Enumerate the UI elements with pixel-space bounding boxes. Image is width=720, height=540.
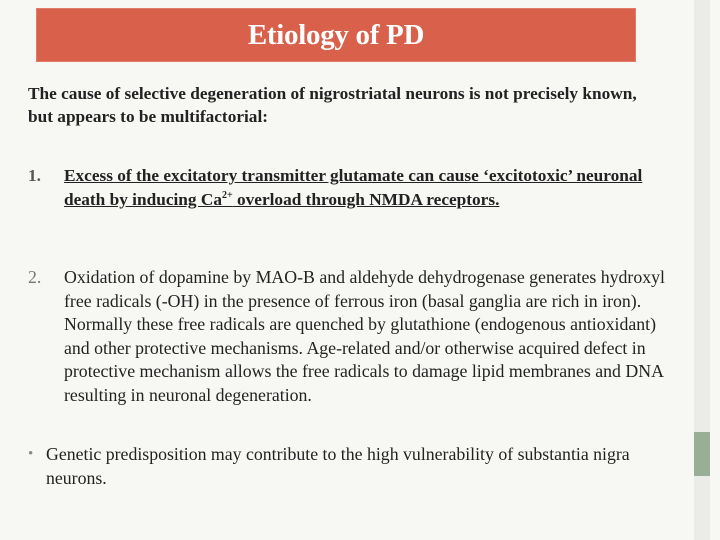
list-item-1 (28, 164, 668, 211)
list-number-2: 2. (28, 267, 42, 287)
list-text-1-part-a: Excess of the excitatory transmitter glutamate can cause ‘excitotoxic’ neuronal death by inducing Ca (64, 166, 643, 209)
bullet-dot-icon: • (28, 446, 34, 462)
bullet-text: Genetic predisposition may contribute to the high vulnerability of substantia nigra neurons. (46, 444, 630, 488)
bullet-item (28, 443, 668, 490)
side-decor-accent (694, 432, 710, 476)
list-text-1-part-b: overload through NMDA receptors. (232, 189, 500, 209)
title-bar (36, 8, 636, 62)
list-number-1: 1. (28, 166, 41, 185)
calcium-superscript: 2+ (221, 189, 233, 201)
intro-paragraph: The cause of selective degeneration of nigrostriatal neurons is not precisely known, but appears to be multifactorial: (28, 84, 637, 126)
list-text-2: Oxidation of dopamine by MAO-B and aldehyde dehydrogenase generates hydroxyl free radicals (-OH) in the presence of ferrous iron (basal ganglia are rich in iron). Normally these free radicals are quenched by glutathione (endogenous antioxidant) and other protective mechanisms. Age-related and/or otherwise acquired defect in protective mechanism allows the free radicals to damage lipid membranes and DNA resulting in neuronal degeneration. (64, 267, 665, 405)
slide-title: Etiology of PD (247, 18, 425, 51)
list-text-1 (64, 164, 668, 211)
list-item-2 (28, 266, 668, 407)
